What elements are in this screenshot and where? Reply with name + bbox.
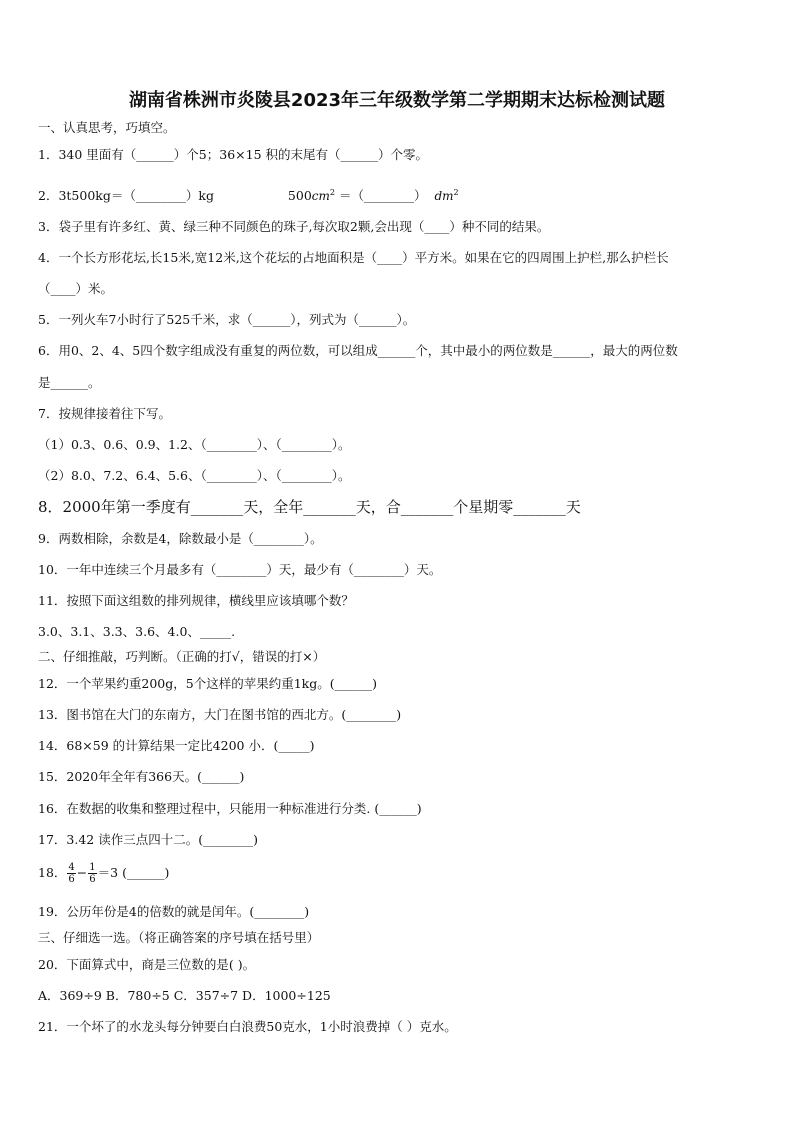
question-21: 21．一个坏了的水龙头每分钟要白白浪费50克水，1小时浪费掉（ ）克水。: [38, 1019, 457, 1034]
question-9: 9．两数相除，余数是4，除数最小是（________）。: [38, 531, 323, 546]
question-2: [38, 184, 459, 205]
question-2-part-b: [288, 188, 459, 203]
question-16: 16．在数据的收集和整理过程中，只能用一种标准进行分类. (______): [38, 801, 422, 816]
unit-cm-exponent: 2: [329, 188, 335, 197]
question-7-part-2: （2）8.0、7.2、6.4、5.6、（________）、（________）。: [38, 468, 351, 483]
question-4-line-2: （____）米。: [38, 281, 114, 296]
question-11-sequence: 3.0、3.1、3.3、3.6、4.0、_____.: [38, 624, 236, 639]
question-14: 14．68×59 的计算结果一定比4200 小．(_____): [38, 738, 315, 753]
question-4-line-1: 4．一个长方形花坛,长15米,宽12米,这个花坛的占地面积是（____）平方米。如果在它的四周围上护栏,那么护栏长: [38, 250, 669, 265]
question-12: 12．一个苹果约重200g，5个这样的苹果约重1kg。(______): [38, 676, 378, 691]
fraction-numerator: 1: [89, 862, 96, 873]
section-heading-1: 一、认真思考，巧填空。: [38, 120, 176, 135]
q2b-number: 500: [287, 188, 312, 203]
fraction-denominator: 6: [68, 874, 75, 885]
question-18-rest: ＝3 (______): [97, 865, 170, 880]
question-17: 17．3.42 读作三点四十二。(________): [38, 832, 258, 847]
fraction-numerator: 4: [68, 862, 75, 873]
unit-dm-exponent: 2: [453, 188, 459, 197]
question-15: 15．2020年全年有366天。(______): [38, 769, 245, 784]
fraction-denominator: 6: [89, 874, 96, 885]
question-20: 20．下面算式中，商是三位数的是( )。: [38, 957, 256, 972]
question-5: 5．一列火车7小时行了525千米，求（______），列式为（______）。: [38, 312, 416, 327]
unit-dm: dm: [434, 189, 454, 203]
question-7: 7．按规律接着往下写。: [38, 406, 171, 421]
page-title: 湖南省株洲市炎陵县2023年三年级数学第二学期期末达标检测试题: [128, 90, 666, 111]
question-6-line-2: 是______。: [38, 375, 101, 390]
unit-cm: cm: [311, 189, 330, 203]
minus-sign: −: [76, 865, 88, 880]
question-19: 19．公历年份是4的倍数的就是闰年。(________): [38, 904, 310, 919]
section-heading-3: 三、仔细选一选。（将正确答案的序号填在括号里）: [38, 930, 320, 945]
question-13: 13．图书馆在大门的东南方，大门在图书馆的西北方。(________): [38, 707, 402, 722]
question-8: 8．2000年第一季度有_______天，全年_______天，合_______个星期零_______天: [38, 498, 581, 516]
fraction-one-sixth: [88, 862, 96, 885]
question-7-part-1: （1）0.3、0.6、0.9、1.2、（________）、（________）。: [38, 437, 351, 452]
question-20-options: A．369÷9 B．780÷5 C．357÷7 D．1000÷125: [38, 988, 331, 1003]
q2b-unit-cm: [312, 189, 335, 203]
q2b-unit-dm: [434, 189, 458, 203]
question-6-line-1: 6．用0、2、4、5四个数字组成没有重复的两位数，可以组成______个，其中最小的两位数是______，最大的两位数: [38, 343, 678, 358]
question-10: 10．一年中连续三个月最多有（________）天，最少有（________）天。: [38, 562, 442, 577]
question-18: [38, 862, 169, 885]
question-2-part-a: 2．3t500kg＝（________）kg: [38, 188, 214, 203]
q2b-blank: ＝（________）: [334, 188, 427, 203]
question-11: 11．按照下面这组数的排列规律，横线里应该填哪个数？: [38, 593, 354, 608]
section-heading-2: 二、仔细推敲，巧判断。（正确的打√，错误的打×）: [38, 649, 326, 664]
fraction-four-sixths: [67, 862, 75, 885]
question-1: 1．340 里面有（______）个5；36×15 积的末尾有（______）个零。: [38, 147, 428, 162]
question-18-number: 18．: [38, 865, 67, 880]
question-3: 3．袋子里有许多红、黄、绿三种不同颜色的珠子,每次取2颗,会出现（____）种不同的结果。: [38, 219, 550, 234]
